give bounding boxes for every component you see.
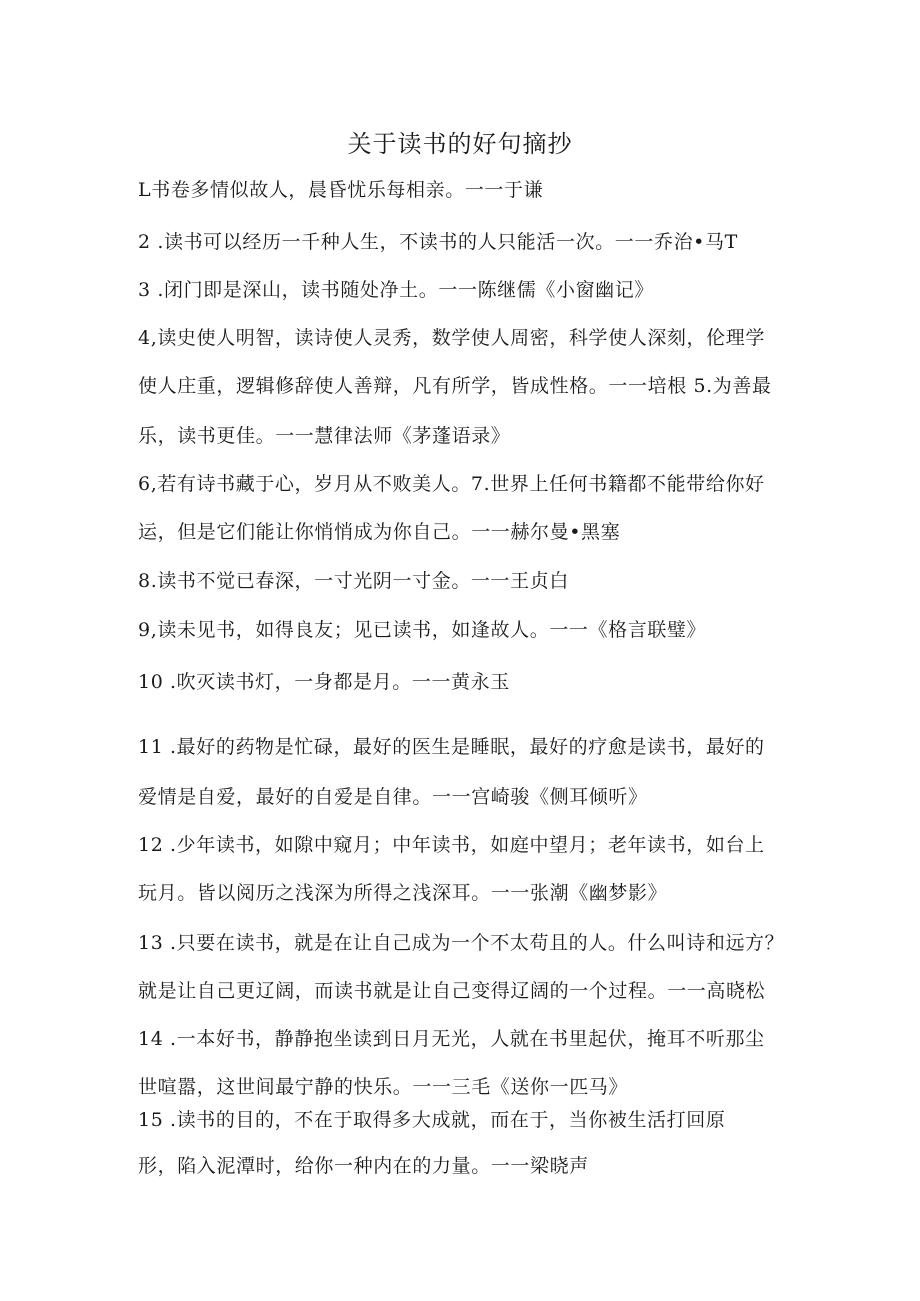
text-line: 6,若有诗书藏于心，岁月从不败美人。7.世界上任何书籍都不能带给你好 <box>138 473 765 495</box>
text-line: 13 .只要在读书，就是在让自己成为一个不太苟且的人。什么叫诗和远方？ <box>138 932 785 954</box>
text-line: 10 .吹灭读书灯，一身都是月。一一黄永玉 <box>138 671 510 693</box>
text-line: 世喧嚣，这世间最宁静的快乐。一一三毛《送你一匹马》 <box>138 1076 629 1098</box>
text-line: 12 .少年读书，如隙中窥月；中年读书，如庭中望月；老年读书，如台上 <box>138 834 765 856</box>
text-line: 爱情是自爱，最好的自爱是自律。一一宫崎骏《侧耳倾听》 <box>138 786 648 808</box>
text-line: 运，但是它们能让你悄悄成为你自己。一一赫尔曼•黑塞 <box>138 521 621 543</box>
text-line: L书卷多情似故人，晨昏忧乐每相亲。一一于谦 <box>138 179 544 201</box>
text-line: 3 .闭门即是深山，读书随处净土。一一陈继儒《小窗幽记》 <box>138 279 654 301</box>
text-line: 乐，读书更佳。一一慧律法师《茅蓬语录》 <box>138 425 511 447</box>
text-line: 15 .读书的目的，不在于取得多大成就，而在于，当你被生活打回原 <box>138 1109 726 1131</box>
text-line: 8.读书不觉已春深，一寸光阴一寸金。一一王贞白 <box>138 570 569 592</box>
text-line: 11 .最好的药物是忙碌，最好的医生是睡眠，最好的疗愈是读书，最好的 <box>138 736 765 758</box>
text-line: 14 .一本好书，静静抱坐读到日月无光，人就在书里起伏，掩耳不听那尘 <box>138 1028 765 1050</box>
text-line: 9,读未见书，如得良友；见已读书，如逢故人。一一《格言联璧》 <box>138 619 707 641</box>
text-line: 形，陷入泥潭时，给你一种内在的力量。一一梁晓声 <box>138 1155 589 1177</box>
text-line: 就是让自己更辽阔，而读书就是让自己变得辽阔的一个过程。一一高晓松 <box>138 980 766 1002</box>
text-line: 2 .读书可以经历一千种人生，不读书的人只能活一次。一一乔治•马T <box>138 231 738 253</box>
text-line: 玩月。皆以阅历之浅深为所得之浅深耳。一一张潮《幽梦影》 <box>138 882 668 904</box>
page-title: 关于读书的好句摘抄 <box>347 130 573 158</box>
text-line: 使人庄重，逻辑修辞使人善辩，凡有所学，皆成性格。一一培根 5.为善最 <box>138 375 772 397</box>
text-line: 4,读史使人明智，读诗使人灵秀，数学使人周密，科学使人深刻，伦理学 <box>138 327 765 349</box>
